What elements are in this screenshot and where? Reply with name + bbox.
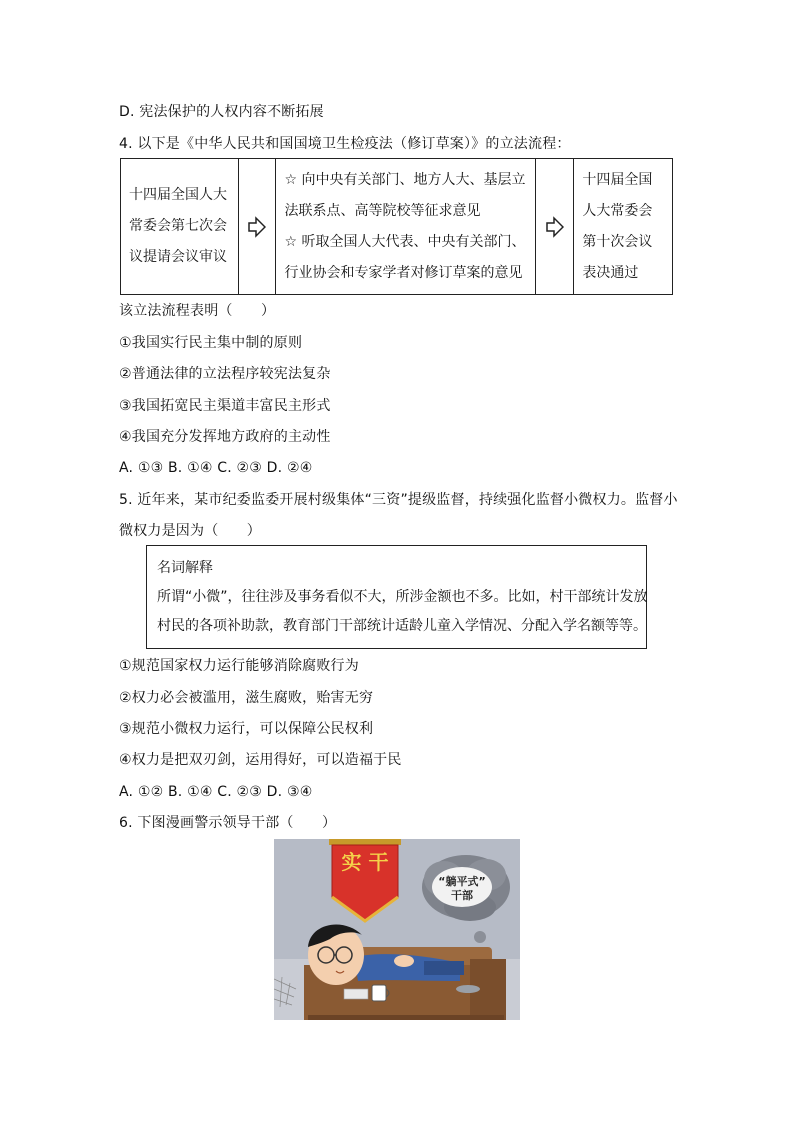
flow-step-3: [574, 159, 672, 294]
q3-option-d: D. 宪法保护的人权内容不断拓展: [119, 104, 324, 120]
q5-item-4: ④权力是把双刃剑，运用得好，可以造福于民: [119, 752, 402, 768]
flow-step-2: [276, 159, 536, 294]
bubble-text-line-2: 干部: [451, 889, 473, 902]
flow-step-1-text: 十四届全国人大 常委会第七次会 议提请会议审议: [129, 187, 227, 265]
legislation-flow-table: [120, 158, 673, 295]
q4-item-4: ④我国充分发挥地方政府的主动性: [119, 429, 331, 445]
flow-arrow-1: [239, 159, 277, 294]
q5-options: A. ①② B. ①④ C. ②③ D. ③④: [119, 784, 313, 800]
term-definition-box: [146, 545, 647, 649]
banner-text: 实 干: [341, 850, 389, 874]
q5-item-2: ②权力必会被滥用，滋生腐败，贻害无穷: [119, 690, 374, 706]
q4-stem: 4. 以下是《中华人民共和国国境卫生检疫法（修订草案）》的立法流程：: [119, 136, 571, 152]
arrow-right-icon: [248, 216, 266, 238]
q5-item-1: ①规范国家权力运行能够消除腐败行为: [119, 658, 359, 674]
q4-item-2: ②普通法律的立法程序较宪法复杂: [119, 366, 331, 382]
q6-stem: 6. 下图漫画警示领导干部（ ）: [119, 815, 337, 831]
q4-question: 该立法流程表明（ ）: [119, 303, 276, 319]
definition-line-2: 村民的各项补助款，教育部门干部统计适龄儿童入学情况、分配入学名额等等。: [157, 618, 647, 634]
q5-stem-line-1: 5. 近年来，某市纪委监委开展村级集体“三资”提级监督，持续强化监督小微权力。监督小: [119, 492, 678, 508]
flow-step-1: [121, 159, 239, 294]
arrow-right-icon: [546, 216, 564, 238]
q5-stem-line-2: 微权力是因为（ ）: [119, 523, 261, 539]
q4-options: A. ①③ B. ①④ C. ②③ D. ②④: [119, 460, 313, 476]
bubble-text-line-1: “躺平式”: [438, 875, 486, 888]
flow-step-3-text: 十四届全国 人大常委会 第十次会议 表决通过: [582, 171, 653, 281]
lazy-official-cartoon: [274, 839, 520, 1020]
flow-arrow-2: [536, 159, 574, 294]
q5-item-3: ③规范小微权力运行，可以保障公民权利: [119, 721, 374, 737]
definition-line-1: 所谓“小微”，往往涉及事务看似不大，所涉金额也不多。比如，村干部统计发放: [157, 589, 648, 605]
q4-item-1: ①我国实行民主集中制的原则: [119, 335, 303, 351]
q4-item-3: ③我国拓宽民主渠道丰富民主形式: [119, 398, 331, 414]
flow-step-2-text: ☆ 向中央有关部门、地方人大、基层立 法联系点、高等院校等征求意见 ☆ 听取全国人大代表、中央有关部门、 行业协会和专家学者对修订草案的意见: [284, 171, 526, 281]
definition-title: 名词解释: [157, 560, 213, 576]
